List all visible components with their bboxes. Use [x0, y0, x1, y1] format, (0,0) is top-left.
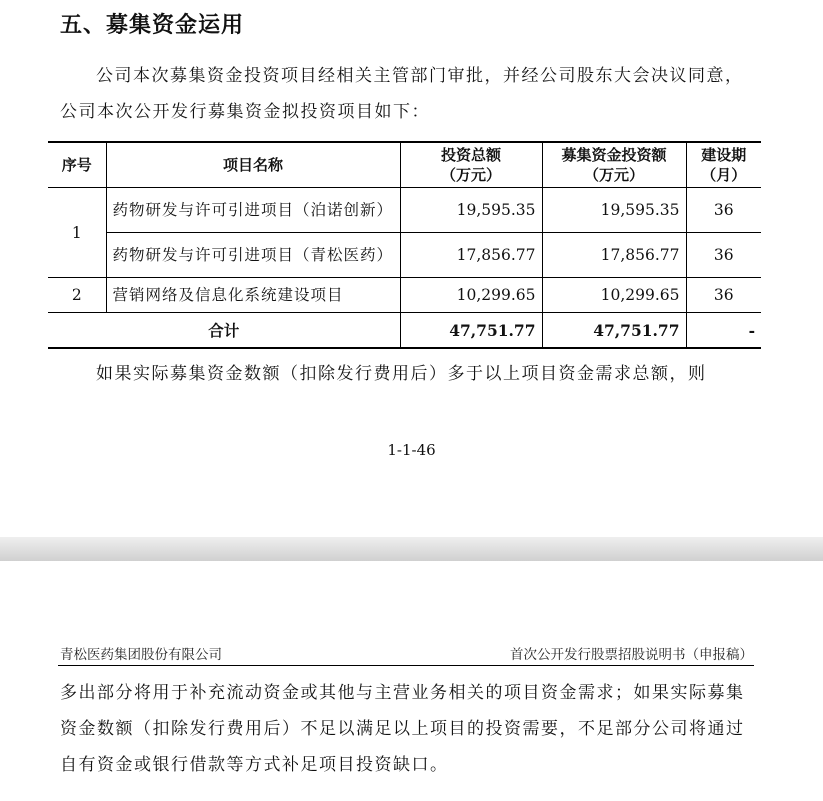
page-separator	[0, 537, 823, 561]
row-period: 36	[686, 188, 761, 233]
row-raised: 19,595.35	[542, 188, 686, 233]
row-total: 19,595.35	[400, 188, 542, 233]
table-row	[48, 278, 761, 313]
row-total: 10,299.65	[400, 278, 542, 313]
intro-paragraph: 公司本次募集资金投资项目经相关主管部门审批，并经公司股东大会决议同意，公司本次公开发行募集资金拟投资项目如下：	[60, 66, 744, 122]
fund-usage-table	[48, 141, 761, 349]
section-title: 五、募集资金运用	[60, 13, 245, 38]
header-company: 青松医药集团股份有限公司	[60, 647, 222, 663]
row-project-name: 药物研发与许可引进项目（青松医药）	[106, 233, 400, 278]
col-header-total-line2: （万元）	[440, 166, 501, 184]
row-period: 36	[686, 278, 761, 313]
row-total: 17,856.77	[400, 233, 542, 278]
header-doc-title: 首次公开发行股票招股说明书（申报稿）	[510, 647, 753, 663]
total-label: 合计	[48, 313, 400, 349]
table-row	[48, 188, 761, 233]
total-raised: 47,751.77	[542, 313, 686, 349]
col-header-total-line1: 投资总额	[440, 146, 501, 164]
total-investment: 47,751.77	[400, 313, 542, 349]
page-number: 1-1-46	[387, 441, 436, 459]
document-page-2	[0, 561, 823, 801]
row-project-name: 药物研发与许可引进项目（泊诺创新）	[106, 188, 400, 233]
row-seq: 1	[48, 188, 106, 278]
row-seq: 2	[48, 278, 106, 313]
row-raised: 10,299.65	[542, 278, 686, 313]
col-header-period-line1: 建设期	[701, 146, 747, 164]
col-header-period	[686, 142, 761, 188]
header-rule	[58, 665, 754, 666]
col-header-seq: 序号	[48, 142, 106, 188]
col-header-raised	[542, 142, 686, 188]
continuation-paragraph: 多出部分将用于补充流动资金或其他与主营业务相关的项目资金需求；如果实际募集资金数额（扣除发行费用后）不足以满足以上项目的投资需要，不足部分公司将通过自有资金或银行借款等方式补足项目投资缺口。	[60, 683, 745, 775]
table-header-row	[48, 142, 761, 188]
total-period: -	[686, 313, 761, 349]
col-header-total	[400, 142, 542, 188]
table-total-row	[48, 313, 761, 349]
table-row	[48, 233, 761, 278]
row-project-name: 营销网络及信息化系统建设项目	[106, 278, 400, 313]
col-header-raised-line1: 募集资金投资额	[561, 146, 667, 164]
after-table-paragraph: 如果实际募集资金数额（扣除发行费用后）多于以上项目资金需求总额，则	[96, 364, 707, 384]
col-header-raised-line2: （万元）	[583, 166, 644, 184]
col-header-period-line2: （月）	[701, 166, 747, 184]
col-header-name: 项目名称	[106, 142, 400, 188]
row-raised: 17,856.77	[542, 233, 686, 278]
row-period: 36	[686, 233, 761, 278]
